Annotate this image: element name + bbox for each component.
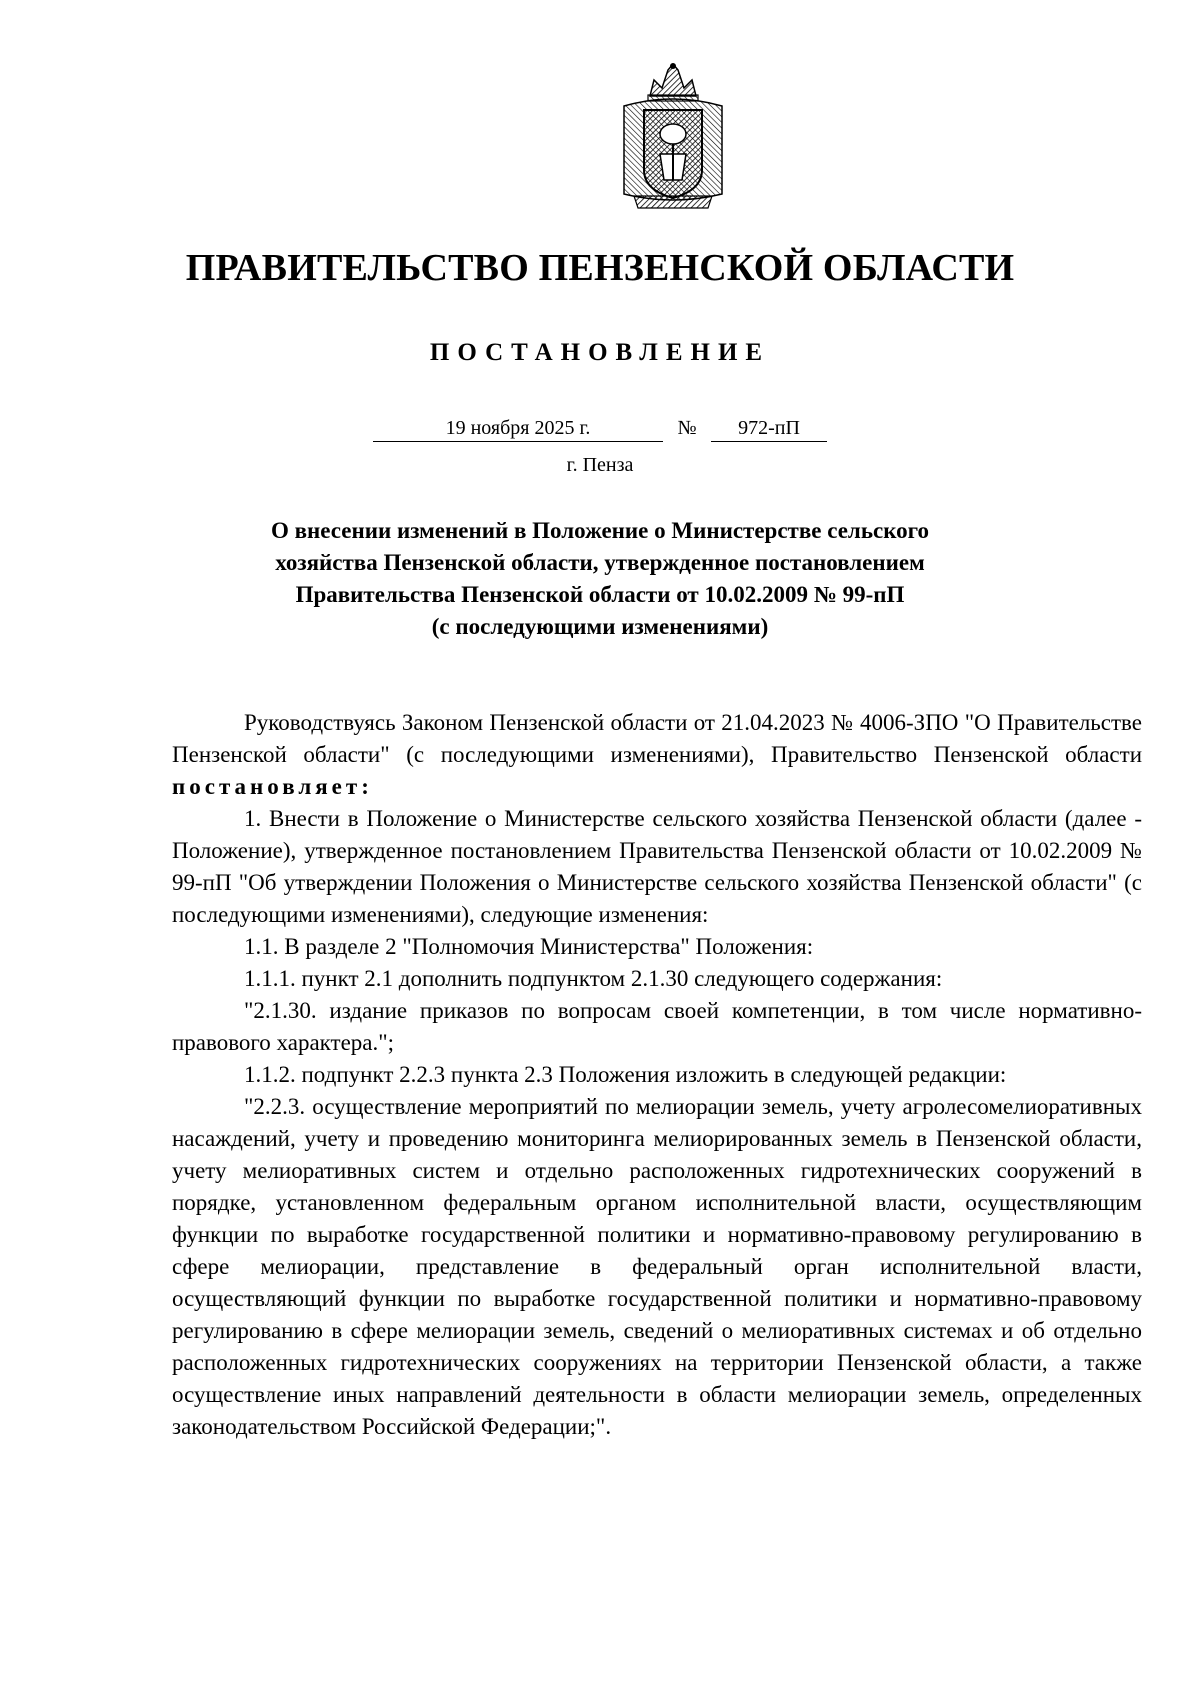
document-body <box>172 707 1142 1443</box>
clause-1-1-paragraph: 1.1. В разделе 2 "Полномочия Министерства" Положения: <box>244 934 814 959</box>
coat-of-arms-icon <box>610 62 736 212</box>
title-line: хозяйства Пензенской области, утвержденное постановлением <box>275 550 925 575</box>
number-sign: № <box>677 417 697 439</box>
preamble-paragraph <box>172 707 1142 803</box>
title-line: Правительства Пензенской области от 10.02.2009 № 99-пП <box>295 582 905 607</box>
clause-1-paragraph: 1. Внести в Положение о Министерстве сельского хозяйства Пензенской области (далее - Положение), утвержденное постановлением Правительства Пензенской области от 10.02.2009 № 99-пП "Об утверждении Положения о Министерстве сельского хозяйства Пензенской области" (с последующими изменениями), следующие изменения: <box>172 806 1142 927</box>
organization-name: ПРАВИТЕЛЬСТВО ПЕНЗЕНСКОЙ ОБЛАСТИ <box>185 247 1015 289</box>
decree-verb: постановляет: <box>172 774 373 799</box>
title-line: О внесении изменений в Положение о Министерстве сельского <box>270 518 930 543</box>
clause-2-1-30-quote: "2.1.30. издание приказов по вопросам своей компетенции, в том числе нормативно-правового характера."; <box>172 998 1142 1055</box>
clause-2-2-3-quote: "2.2.3. осуществление мероприятий по мелиорации земель, учету агролесомелиоративных насаждений, учету и проведению мониторинга мелиорированных земель в Пензенской области, учету мелиоративных систем и отдельно расположенных гидротехнических сооружений в порядке, установленном федеральным органом исполнительной власти, осуществляющим функции по выработке государственной политики и нормативно-правовому регулированию в сфере мелиорации, представление в федеральный орган исполнительной власти, осуществляющий функции по выработке государственной политики и нормативно-правовому регулированию в сфере мелиорации земель, сведений о мелиоративных системах и об отдельно расположенных гидротехнических сооружениях на территории Пензенской области, а также осуществление иных направлений деятельности в области мелиорации земель, определенных законодательством Российской Федерации;". <box>172 1094 1142 1439</box>
preamble-text: Руководствуясь Законом Пензенской области от 21.04.2023 № 4006-ЗПО "О Правительстве Пензенской области" (с последующими изменениями), Правительство Пензенской области <box>172 710 1142 767</box>
document-city: г. Пенза <box>566 454 634 476</box>
document-type: ПОСТАНОВЛЕНИЕ <box>429 339 771 366</box>
document-number: 972-пП <box>711 415 827 442</box>
document-date: 19 ноября 2025 г. <box>373 415 663 442</box>
document-title <box>0 515 1200 643</box>
clause-1-1-2-paragraph: 1.1.2. подпункт 2.2.3 пункта 2.3 Положения изложить в следующей редакции: <box>244 1062 1007 1087</box>
clause-1-1-1-paragraph: 1.1.1. пункт 2.1 дополнить подпунктом 2.1.30 следующего содержания: <box>244 966 943 991</box>
date-number-line <box>0 415 1200 442</box>
title-line: (с последующими изменениями) <box>431 614 769 639</box>
